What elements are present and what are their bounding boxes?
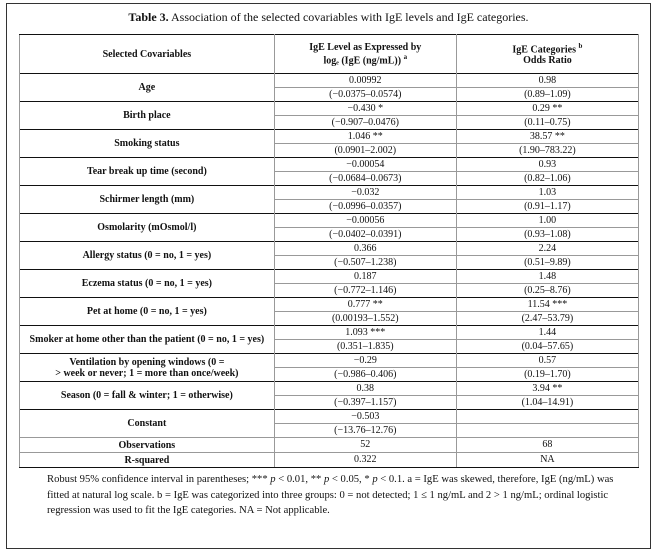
odds-ratio-estimate: 11.54 *** bbox=[456, 298, 638, 312]
covariable-label: Osmolarity (mOsmol/l) bbox=[20, 214, 275, 242]
ige-confidence-interval: (−0.0402–0.0391) bbox=[274, 228, 456, 242]
covariable-label: Pet at home (0 = no, 1 = yes) bbox=[20, 298, 275, 326]
table-row bbox=[20, 270, 639, 284]
header-odds-ratio: Odds Ratio bbox=[523, 55, 572, 67]
ige-estimate: −0.032 bbox=[274, 186, 456, 200]
covariable-label bbox=[20, 354, 275, 382]
table-row bbox=[20, 186, 639, 200]
ige-confidence-interval: (−0.986–0.406) bbox=[274, 368, 456, 382]
ige-estimate: −0.29 bbox=[274, 354, 456, 368]
covariable-label: Allergy status (0 = no, 1 = yes) bbox=[20, 242, 275, 270]
table-frame bbox=[6, 3, 651, 549]
header-ige-categories bbox=[456, 35, 638, 74]
caption-label: Table 3. bbox=[128, 10, 169, 24]
table-row bbox=[20, 74, 639, 88]
covariables-table bbox=[19, 34, 639, 468]
note-part-3: < 0.05, * bbox=[329, 474, 373, 485]
odds-ratio-confidence-interval: (0.25–8.76) bbox=[456, 284, 638, 298]
ige-confidence-interval: (−0.0996–0.0357) bbox=[274, 200, 456, 214]
header-ige-level-line1: IgE Level as Expressed by bbox=[309, 41, 422, 53]
odds-ratio-estimate: 0.98 bbox=[456, 74, 638, 88]
odds-ratio-estimate: 1.00 bbox=[456, 214, 638, 228]
table-row bbox=[20, 298, 639, 312]
ige-confidence-interval: (−13.76–12.76) bbox=[274, 424, 456, 438]
ige-estimate: 1.093 *** bbox=[274, 326, 456, 340]
odds-ratio-estimate: 0.57 bbox=[456, 354, 638, 368]
odds-ratio-estimate: 0.93 bbox=[456, 158, 638, 172]
summary-row bbox=[20, 453, 639, 468]
summary-row bbox=[20, 438, 639, 453]
covariable-label: Constant bbox=[20, 410, 275, 438]
ige-confidence-interval: (−0.907–0.0476) bbox=[274, 116, 456, 130]
ige-confidence-interval: (−0.0375–0.0574) bbox=[274, 88, 456, 102]
header-ige-level-sup: a bbox=[403, 52, 408, 61]
summary-label: Observations bbox=[20, 438, 275, 453]
odds-ratio-confidence-interval: (0.51–9.89) bbox=[456, 256, 638, 270]
note-p-2: p bbox=[323, 474, 330, 485]
header-covariables: Selected Covariables bbox=[20, 35, 275, 74]
summary-odds-ratio-value: 68 bbox=[456, 438, 638, 453]
header-ige-level-line2-text: logₑ (IgE (ng/mL)) bbox=[323, 55, 402, 67]
header-ige-categories-line1 bbox=[457, 42, 638, 55]
ige-estimate: 1.046 ** bbox=[274, 130, 456, 144]
covariable-label: Season (0 = fall & winter; 1 = otherwise) bbox=[20, 382, 275, 410]
ige-confidence-interval: (−0.0684–0.0673) bbox=[274, 172, 456, 186]
header-ige-level-line2 bbox=[275, 53, 456, 66]
odds-ratio-estimate: 1.44 bbox=[456, 326, 638, 340]
covariable-label: Schirmer length (mm) bbox=[20, 186, 275, 214]
covariable-label: Tear break up time (second) bbox=[20, 158, 275, 186]
odds-ratio-confidence-interval: (2.47–53.79) bbox=[456, 312, 638, 326]
odds-ratio-confidence-interval: (0.89–1.09) bbox=[456, 88, 638, 102]
ige-estimate: 0.366 bbox=[274, 242, 456, 256]
covariable-label: Birth place bbox=[20, 102, 275, 130]
note-part-2: < 0.01, ** bbox=[275, 474, 324, 485]
odds-ratio-confidence-interval: (1.04–14.91) bbox=[456, 396, 638, 410]
header-ige-level bbox=[274, 35, 456, 74]
odds-ratio-estimate bbox=[456, 410, 638, 424]
odds-ratio-confidence-interval: (0.82–1.06) bbox=[456, 172, 638, 186]
summary-label: R-squared bbox=[20, 453, 275, 468]
ige-confidence-interval: (0.00193–1.552) bbox=[274, 312, 456, 326]
table-row bbox=[20, 410, 639, 424]
ige-estimate: 0.38 bbox=[274, 382, 456, 396]
ige-confidence-interval: (−0.397–1.157) bbox=[274, 396, 456, 410]
note-part-1: Robust 95% confidence interval in parentheses; *** bbox=[47, 474, 271, 485]
odds-ratio-confidence-interval: (0.04–57.65) bbox=[456, 340, 638, 354]
table-row bbox=[20, 242, 639, 256]
covariable-label: Smoking status bbox=[20, 130, 275, 158]
odds-ratio-confidence-interval bbox=[456, 424, 638, 438]
odds-ratio-estimate: 1.03 bbox=[456, 186, 638, 200]
ige-confidence-interval: (−0.507–1.238) bbox=[274, 256, 456, 270]
ige-estimate: 0.187 bbox=[274, 270, 456, 284]
odds-ratio-estimate: 2.24 bbox=[456, 242, 638, 256]
note-p-3: p bbox=[372, 474, 378, 485]
ige-confidence-interval: (0.351–1.835) bbox=[274, 340, 456, 354]
note-part-4: < 0.1. a = IgE was skewed, therefore, IgE (ng/mL) was fitted at natural log scale. b = IgE was categorized into three groups: 0 = not detected; 1 ≤ 1 ng/mL and 2 > 1 ng/mL; ordinal logistic regression was used to fit the IgE categories. NA = Not applicable. bbox=[47, 474, 614, 516]
ige-estimate: 0.00992 bbox=[274, 74, 456, 88]
covariable-label-line2: > week or never; 1 = more than once/week) bbox=[55, 367, 239, 379]
table-row bbox=[20, 130, 639, 144]
ige-confidence-interval: (0.0901–2.002) bbox=[274, 144, 456, 158]
summary-ige-value: 52 bbox=[274, 438, 456, 453]
ige-estimate: −0.430 * bbox=[274, 102, 456, 116]
covariable-label: Eczema status (0 = no, 1 = yes) bbox=[20, 270, 275, 298]
odds-ratio-confidence-interval: (1.90–783.22) bbox=[456, 144, 638, 158]
odds-ratio-confidence-interval: (0.11–0.75) bbox=[456, 116, 638, 130]
summary-odds-ratio-value: NA bbox=[456, 453, 638, 468]
table-row bbox=[20, 354, 639, 368]
table-row bbox=[20, 102, 639, 116]
odds-ratio-estimate: 0.29 ** bbox=[456, 102, 638, 116]
table-row bbox=[20, 158, 639, 172]
odds-ratio-estimate: 3.94 ** bbox=[456, 382, 638, 396]
odds-ratio-confidence-interval: (0.91–1.17) bbox=[456, 200, 638, 214]
table-row bbox=[20, 214, 639, 228]
caption-text: Association of the selected covariables with IgE levels and IgE categories. bbox=[171, 10, 529, 24]
covariable-label-line1: Ventilation by opening windows (0 = bbox=[69, 356, 225, 368]
odds-ratio-confidence-interval: (0.19–1.70) bbox=[456, 368, 638, 382]
odds-ratio-confidence-interval: (0.93–1.08) bbox=[456, 228, 638, 242]
ige-estimate: 0.777 ** bbox=[274, 298, 456, 312]
table-header-row bbox=[20, 35, 639, 74]
ige-estimate: −0.503 bbox=[274, 410, 456, 424]
ige-estimate: −0.00056 bbox=[274, 214, 456, 228]
covariable-label: Age bbox=[20, 74, 275, 102]
table-row bbox=[20, 382, 639, 396]
table-row bbox=[20, 326, 639, 340]
note-p-1: p bbox=[270, 474, 276, 485]
odds-ratio-estimate: 1.48 bbox=[456, 270, 638, 284]
table-footnote bbox=[47, 472, 627, 519]
odds-ratio-estimate: 38.57 ** bbox=[456, 130, 638, 144]
covariable-label: Smoker at home other than the patient (0 = no, 1 = yes) bbox=[20, 326, 275, 354]
ige-estimate: −0.00054 bbox=[274, 158, 456, 172]
header-ige-categories-sup: b bbox=[578, 41, 583, 50]
ige-confidence-interval: (−0.772–1.146) bbox=[274, 284, 456, 298]
table-caption bbox=[7, 10, 650, 25]
summary-ige-value: 0.322 bbox=[274, 453, 456, 468]
header-ige-categories-line1-text: IgE Categories bbox=[512, 44, 577, 56]
